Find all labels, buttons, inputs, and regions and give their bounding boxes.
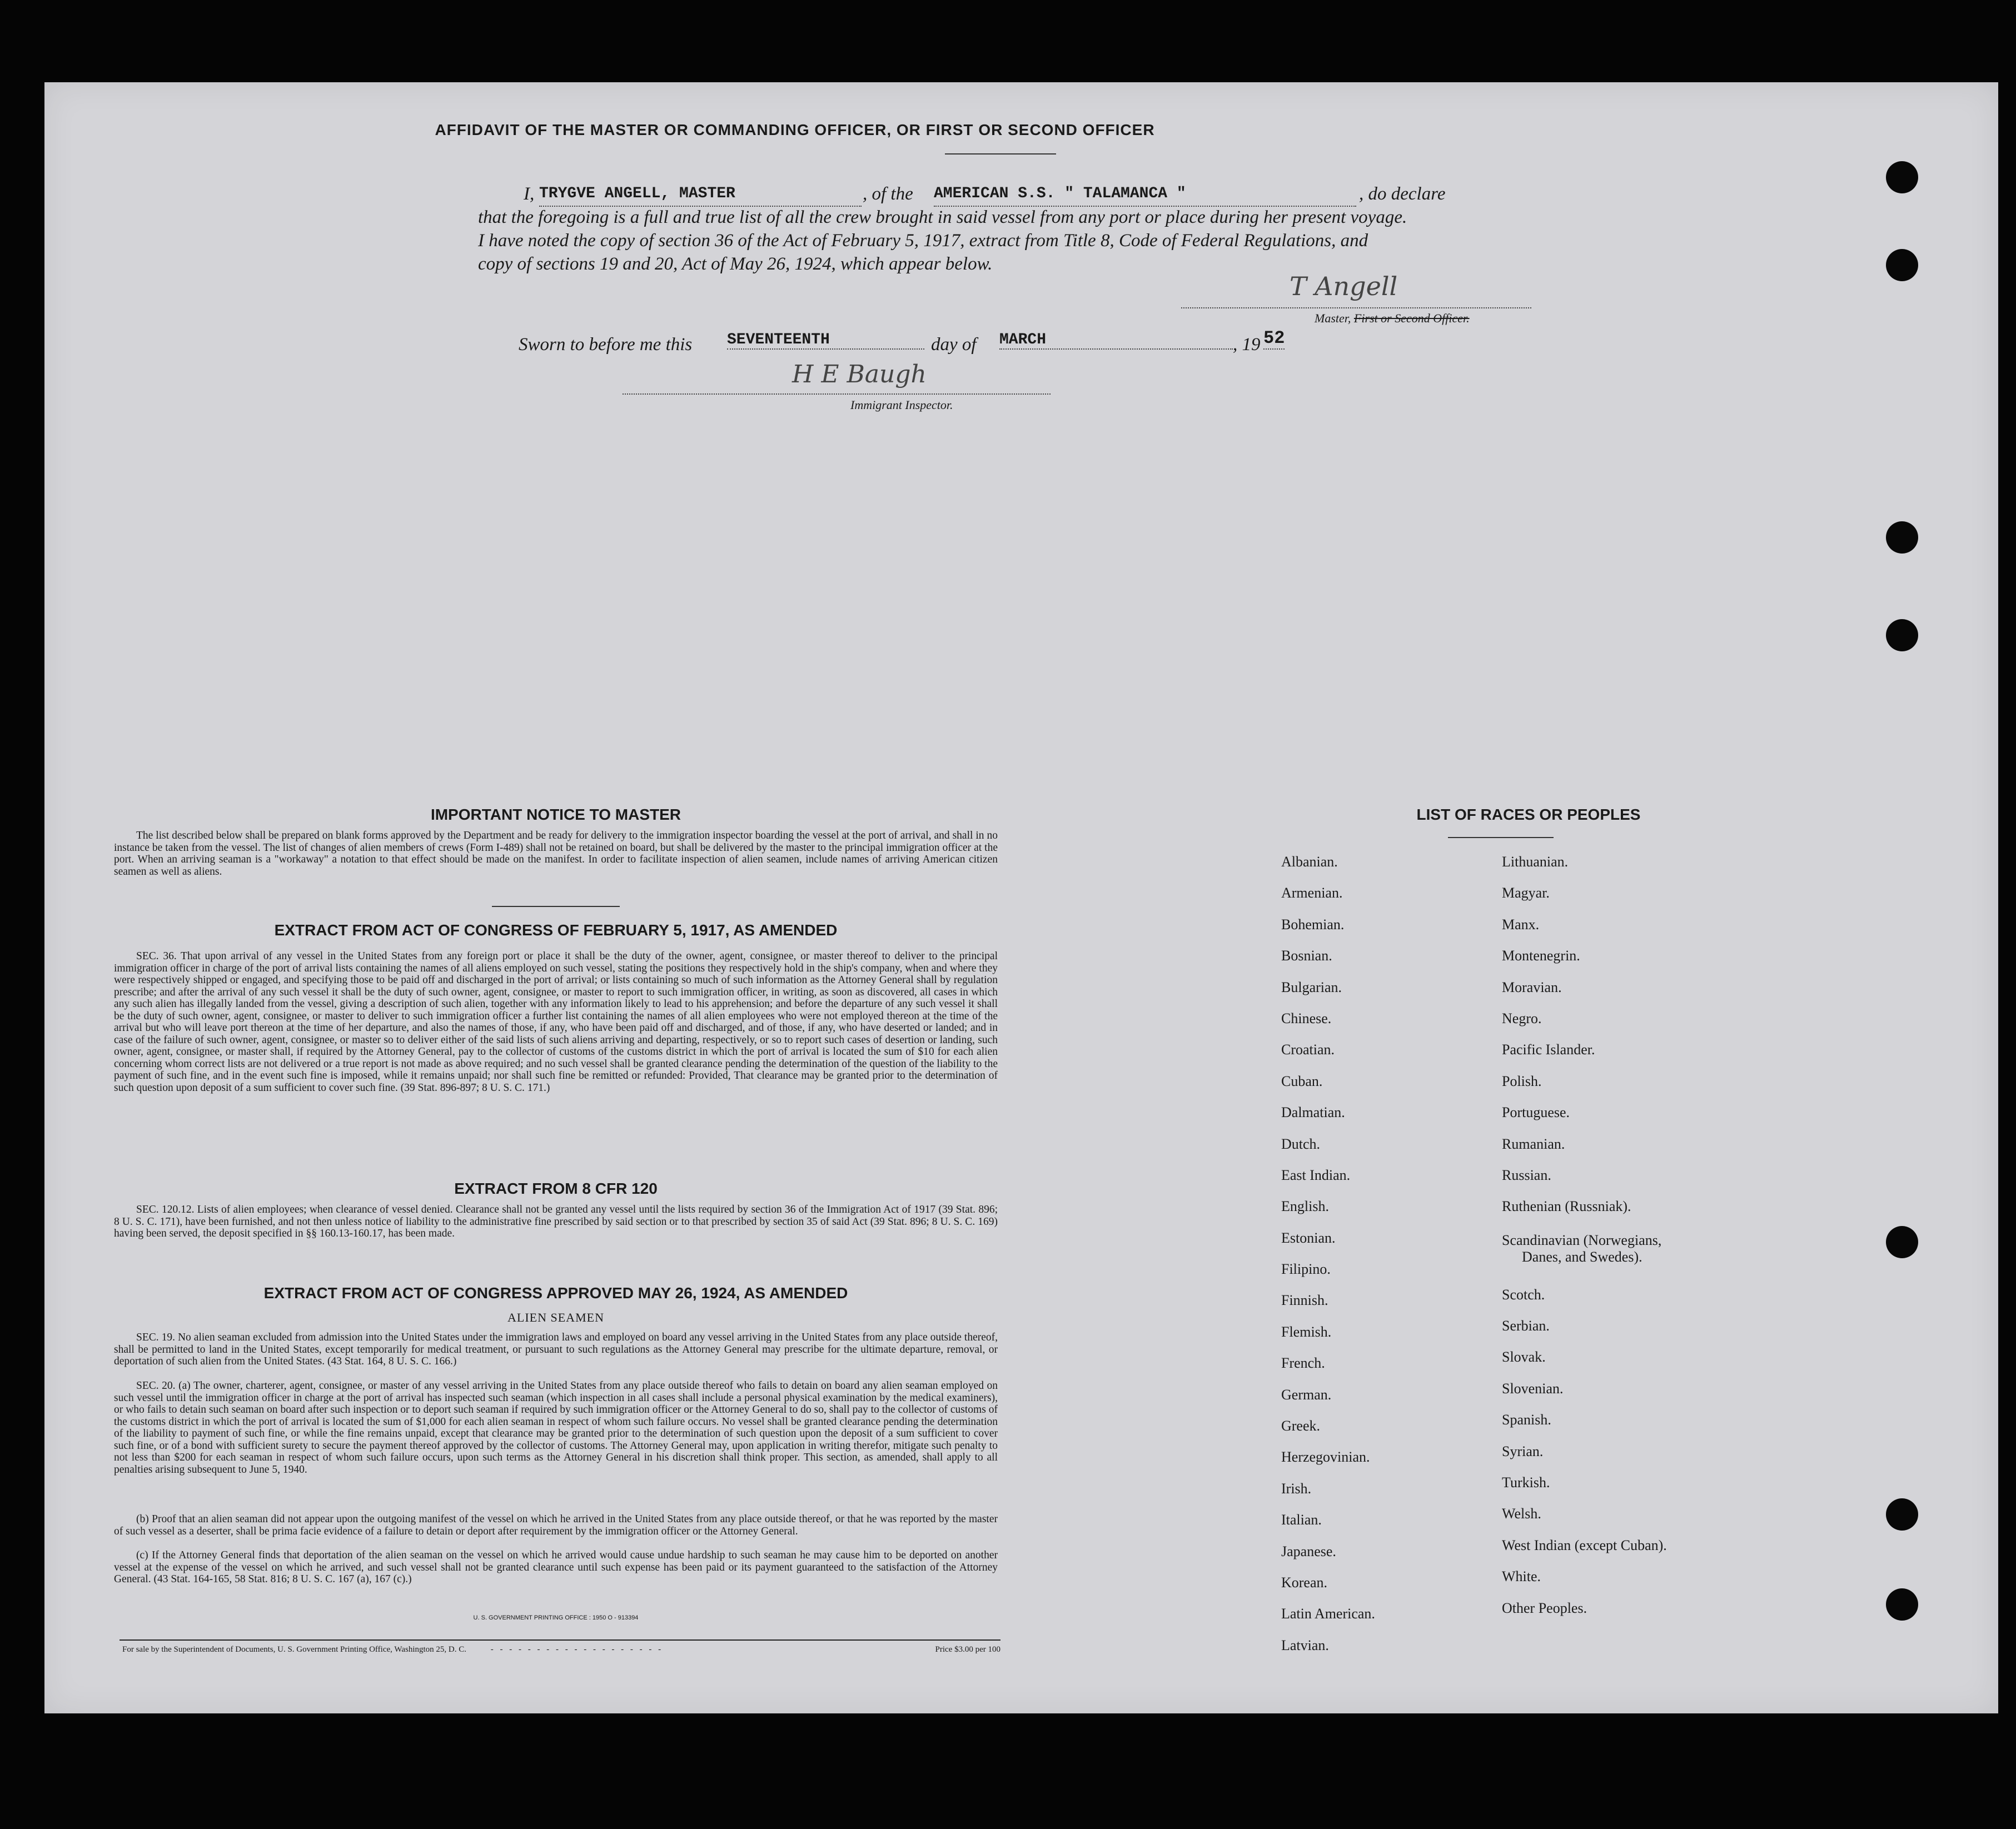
- binder-hole: [1886, 1498, 1918, 1531]
- race-item: Italian.: [1281, 1512, 1322, 1528]
- declaration-paragraph: [478, 182, 1590, 276]
- race-item: Pacific Islander.: [1502, 1041, 1595, 1058]
- declaration-line-4: copy of sections 19 and 20, Act of May 26, 1924, which appear below.: [478, 254, 993, 274]
- race-item: Other Peoples.: [1502, 1599, 1587, 1616]
- race-item: Chinese.: [1281, 1010, 1332, 1026]
- binder-hole: [1886, 521, 1918, 554]
- extract-cfr-body: SEC. 120.12. Lists of alien employees; when clearance of vessel denied. Clearance shall not be granted any vessel until the lists required by section 36 of the Immigration Act of 1917 (39 Stat. 896; 8 U. S. C. 171), have been furnished, and not then unless notice of liability to the administrative fine prescribed by said section or to that prescribed by section 35 of said Act (39 Stat. 896; 8 U. S. C. 169) having been served, the deposit specified in §§ 160.13-160.17, has been made.: [114, 1204, 998, 1239]
- race-item: Latvian.: [1281, 1637, 1329, 1653]
- race-item: Filipino.: [1281, 1261, 1331, 1278]
- race-item: Japanese.: [1281, 1543, 1336, 1559]
- race-item: West Indian (except Cuban).: [1502, 1537, 1667, 1553]
- race-item: Finnish.: [1281, 1292, 1328, 1309]
- race-item: Portuguese.: [1502, 1104, 1570, 1121]
- binder-hole: [1886, 619, 1918, 651]
- race-item: Ruthenian (Russniak).: [1502, 1198, 1631, 1215]
- race-item: Serbian.: [1502, 1318, 1550, 1334]
- extract-1924-sec20b: (b) Proof that an alien seaman did not appear upon the outgoing manifest of the vessel on which he arrived in the United States from any place outside thereof, or that he was reported by the master of such vessel as a deserter, shall be prima facie evidence of a failure to detain or deport after requirement by the immigration officer or the Attorney General.: [114, 1513, 998, 1537]
- title-rule: [945, 153, 1056, 155]
- races-title: LIST OF RACES OR PEOPLES: [1416, 806, 1641, 823]
- race-item: Dalmatian.: [1281, 1104, 1345, 1121]
- notice-title: IMPORTANT NOTICE TO MASTER: [430, 806, 681, 823]
- race-item: French.: [1281, 1355, 1325, 1372]
- races-column-2: [1502, 854, 1667, 1631]
- race-item: Moravian.: [1502, 979, 1562, 995]
- footer-price: Price $3.00 per 100: [935, 1645, 1000, 1654]
- race-item: German.: [1281, 1386, 1332, 1403]
- race-item: Flemish.: [1281, 1323, 1332, 1340]
- binder-hole: [1886, 1588, 1918, 1621]
- race-item: Lithuanian.: [1502, 854, 1569, 870]
- extract-1924-sec20a: SEC. 20. (a) The owner, charterer, agent, consignee, or master of any vessel arriving in the United States from any place outside thereof who fails to detain on board any alien seaman employed on such vessel until the immigration officer in charge at the port of arrival has inspected such seaman (which inspection in all cases shall include a personal physical examination by the medical examiners), or who fails to detain such seaman on board after such inspection or to deport such seaman if required by such immigration officer or the Attorney General to do so, shall pay to the collector of customs of the customs district in which the port of arrival is located the sum of $1,000 for each alien seaman in respect of whom such failure occurs. No vessel shall be granted clearance pending the determination of the liability to payment of such fine, or while the fine remains unpaid, except that clearance may be granted prior to the determination of such question upon the deposit of a sum sufficient to cover such fine, or of a bond with sufficient surety to secure the payment thereof approved by the collector of customs. The Attorney General may, upon application in writing therefor, mitigate such penalty to not less than $200 for each seaman in respect of whom such failure occurs, upon such terms as the Attorney General in his discretion shall think proper. This section, as amended, shall apply to all penalties arising subsequent to June 5, 1940.: [114, 1380, 998, 1476]
- extract-1924-title: EXTRACT FROM ACT OF CONGRESS APPROVED MAY 26, 1924, AS AMENDED: [263, 1284, 848, 1302]
- race-scandinavian-line-1: Scandinavian (Norwegians,: [1502, 1232, 1662, 1248]
- race-item: Herzegovinian.: [1281, 1449, 1370, 1466]
- binder-hole: [1886, 1226, 1918, 1258]
- declaration-line-2: that the foregoing is a full and true list of all the crew brought in said vessel from any port or place during her present voyage.: [478, 207, 1407, 227]
- race-item: Estonian.: [1281, 1229, 1336, 1246]
- footer-rule: [120, 1639, 1000, 1641]
- gpo-imprint: U. S. GOVERNMENT PRINTING OFFICE : 1950 O - 913394: [473, 1614, 639, 1621]
- races-rule: [1448, 837, 1554, 838]
- year-field: 52: [1263, 328, 1285, 348]
- document-sheet: [44, 82, 1998, 1713]
- race-item: Armenian.: [1281, 885, 1343, 901]
- race-item: Syrian.: [1502, 1443, 1544, 1459]
- master-signature-line: [1181, 307, 1531, 308]
- extract-1917-title: EXTRACT FROM ACT OF CONGRESS OF FEBRUARY 5, 1917, AS AMENDED: [274, 921, 838, 939]
- footer-dots: - - - - - - - - - - - - - - - - - - -: [490, 1645, 664, 1654]
- race-item: East Indian.: [1281, 1167, 1351, 1183]
- race-item: Turkish.: [1502, 1474, 1550, 1491]
- race-item: Magyar.: [1502, 885, 1550, 901]
- race-scandinavian-line-2: Danes, and Swedes).: [1522, 1248, 1642, 1265]
- day-field: SEVENTEENTH: [727, 331, 924, 350]
- notice-rule: [492, 906, 620, 907]
- race-item: Cuban.: [1281, 1073, 1323, 1089]
- race-item: Negro.: [1502, 1010, 1542, 1026]
- race-item: Polish.: [1502, 1073, 1542, 1089]
- declaration-line-3: I have noted the copy of section 36 of the Act of February 5, 1917, extract from Title 8, Code of Federal Regulations, and: [478, 231, 1368, 251]
- month-field: MARCH: [999, 331, 1233, 350]
- signature-caption-master: Master,: [1315, 311, 1351, 325]
- race-item: Bohemian.: [1281, 916, 1345, 933]
- extract-1924-subtitle: ALIEN SEAMEN: [507, 1310, 604, 1324]
- day-of-text: day of: [931, 335, 977, 355]
- race-item: Latin American.: [1281, 1606, 1375, 1622]
- race-item: Rumanian.: [1502, 1135, 1565, 1152]
- race-item: Spanish.: [1502, 1412, 1551, 1428]
- extract-1924-sec20c: (c) If the Attorney General finds that deportation of the alien seaman on the vessel on which he arrived would cause undue hardship to such seaman he may cause him to be deported on another vessel at the expense of the vessel on which he arrived, and such vessel shall not be granted clearance until such expense has been paid or its payment guaranteed to the satisfaction of the Attorney General. (43 Stat. 164-165, 58 Stat. 816; 8 U. S. C. 167 (a), 167 (c).): [114, 1549, 998, 1585]
- race-item: White.: [1502, 1568, 1541, 1585]
- race-item: Slovenian.: [1502, 1380, 1564, 1397]
- race-item-scandinavian: [1502, 1230, 1667, 1287]
- sworn-text: Sworn to before me this: [519, 335, 693, 355]
- race-item: Croatian.: [1281, 1041, 1335, 1058]
- inspector-signature: H E Baugh: [792, 360, 927, 388]
- inspector-signature-line: [623, 393, 1051, 395]
- binder-hole: [1886, 161, 1918, 193]
- race-item: Slovak.: [1502, 1349, 1546, 1365]
- race-item: Bulgarian.: [1281, 979, 1342, 995]
- race-item: Russian.: [1502, 1167, 1551, 1183]
- inspector-caption: Immigrant Inspector.: [850, 398, 953, 412]
- race-item: Korean.: [1281, 1574, 1328, 1591]
- races-column-1: [1281, 854, 1375, 1668]
- declaration-of-the: , of the: [863, 184, 913, 204]
- signature-caption: [1315, 311, 1470, 326]
- signature-caption-struck: First or Second Officer.: [1353, 311, 1470, 325]
- binder-hole: [1886, 249, 1918, 281]
- footer-sale-line: [122, 1645, 1000, 1654]
- footer-for-sale: For sale by the Superintendent of Documents, U. S. Government Printing Office, Washington 25, D. C.: [122, 1645, 466, 1654]
- race-item: Greek.: [1281, 1418, 1321, 1434]
- extract-1924-sec19: SEC. 19. No alien seaman excluded from admission into the United States under the immigration laws and employed on board any vessel arriving in the United States from any place outside thereof, shall be permitted to land in the United States, except temporarily for medical treatment, or pursuant to such regulations as the Attorney General may prescribe for the ultimate departure, removal, or deportation of such alien from the United States. (43 Stat. 164, 8 U. S. C. 166.): [114, 1332, 998, 1367]
- race-item: Dutch.: [1281, 1135, 1321, 1152]
- declaration-do-declare: , do declare: [1359, 184, 1446, 204]
- race-item: Scotch.: [1502, 1286, 1545, 1303]
- race-item: English.: [1281, 1198, 1329, 1215]
- extract-1917-body: SEC. 36. That upon arrival of any vessel in the United States from any foreign port or place it shall be the duty of the owner, agent, consignee, or master thereof to deliver to the principal immigration officer in charge of the port of arrival lists containing the names of all aliens employed on such vessel, stating the positions they respectively hold in the ship's company, when and where they were respectively shipped or engaged, and specifying those to be paid off and discharged in the port of arrival; or lists containing so much of such information as the Attorney General shall by regulation prescribe; and after the arrival of any such vessel it shall be the duty of such owner, agent, consignee, or master to report to such immigration officer, in writing, as soon as discovered, all cases in which any such alien has illegally landed from the vessel, giving a description of such alien, together with any information likely to lead to his apprehension; and before the departure of any such vessel it shall be the duty of such owner, agent, consignee, or master to deliver to such immigration officer a further list containing the names of all alien employees who were not employed thereon at the time of the arrival but who will leave port thereon at the time of her departure, and also the names of those, if any, who have been paid off and discharged, and of those, if any, who have deserted or landed; and in case of the failure of such owner, agent, consignee, or master so to deliver either of the said lists of such aliens arriving and departing, respectively, or so to report such cases of desertion or landing, such owner, agent, consignee, or master shall, if required by the Attorney General, pay to the collector of customs of the customs district in which the port of arrival is located the sum of $10 for each alien concerning whom correct lists are not delivered or a true report is not made as above required; and no such vessel shall be granted clearance pending the determination of the question of the liability to the payment of such fine, and in the event such fine is imposed, while it remains unpaid; nor shall such fine be remitted or refunded: Provided, That clearance may be granted prior to the determination of such question upon deposit of a sum sufficient to cover such fine. (39 Stat. 896-897; 8 U. S. C. 171.): [114, 950, 998, 1094]
- sworn-line: [519, 328, 1352, 359]
- race-item: Irish.: [1281, 1480, 1312, 1497]
- master-signature: T Angell: [1290, 271, 1398, 301]
- race-item: Bosnian.: [1281, 948, 1332, 964]
- race-item: Welsh.: [1502, 1506, 1541, 1522]
- extract-cfr-title: EXTRACT FROM 8 CFR 120: [454, 1180, 658, 1197]
- notice-body: The list described below shall be prepared on blank forms approved by the Department and be ready for delivery to the immigration inspector boarding the vessel at the port of arrival, and shall in no instance be taken from the vessel. The list of changes of alien members of crews (Form I-489) shall not be retained on board, but shall be delivered by the master to the principal immigration officer at the port. When an arriving seaman is a "workaway" a notation to that effect should be made on the manifest. In order to facilitate inspection of alien seamen, include names of arriving American citizen seamen as well as aliens.: [114, 830, 998, 878]
- race-item: Albanian.: [1281, 854, 1338, 870]
- race-item: Manx.: [1502, 916, 1540, 933]
- year-prefix: , 19: [1233, 335, 1261, 355]
- vessel-name-field: AMERICAN S.S. " TALAMANCA ": [934, 182, 1356, 207]
- declaration-i: I,: [524, 184, 535, 204]
- race-item: Montenegrin.: [1502, 948, 1580, 964]
- affidavit-title: AFFIDAVIT OF THE MASTER OR COMMANDING OFFICER, OR FIRST OR SECOND OFFICER: [435, 121, 1155, 138]
- master-name-field: TRYGVE ANGELL, MASTER: [539, 182, 862, 207]
